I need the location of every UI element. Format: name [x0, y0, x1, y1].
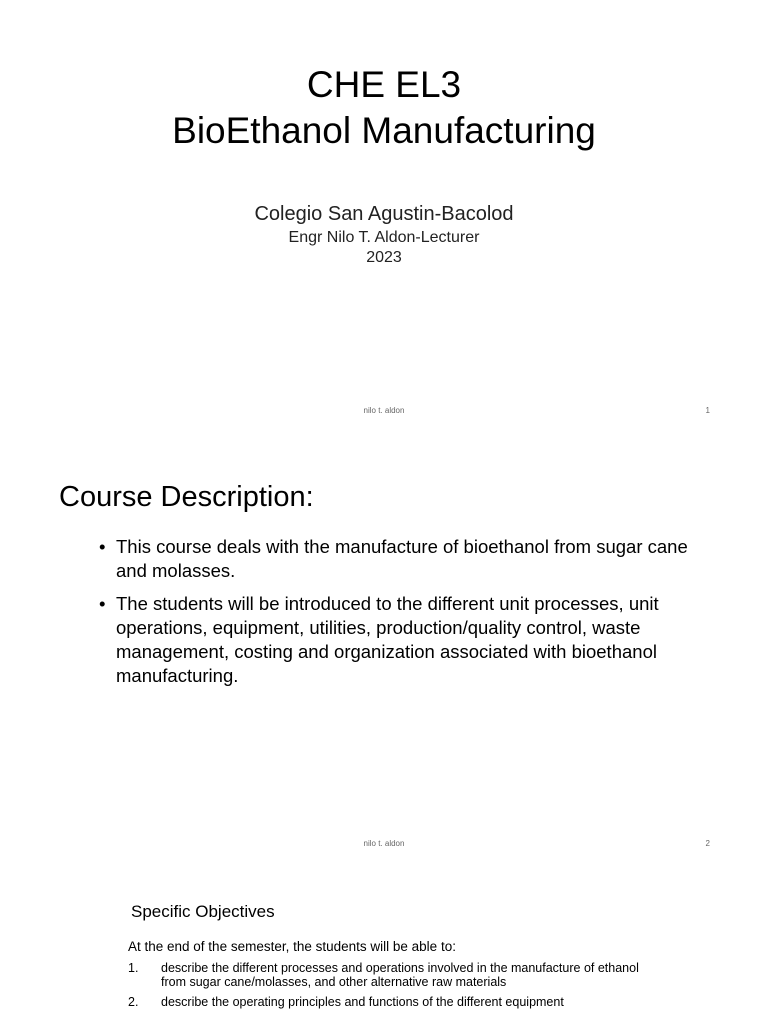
year: 2023 [366, 249, 402, 266]
slide-3 [0, 866, 768, 1024]
slide-title-line-2: BioEthanol Manufacturing [172, 110, 596, 151]
bullet-text: The students will be introduced to the different unit processes, unit operations, equipment, utilities, production/quality control, waste management, costing and organization associated with bioethanol manufacturing. [116, 592, 659, 687]
objective-text: describe the different processes and operations involved in the manufacture of ethanol from sugar cane/molasses, and other alternative raw materials [161, 961, 639, 989]
objectives-intro: At the end of the semester, the students will be able to: [128, 939, 456, 954]
slide-title: Specific Objectives [131, 902, 275, 921]
slide-title-line-1: CHE EL3 [306, 64, 462, 105]
objective-text: describe the operating principles and functions of the different equipment [161, 995, 564, 1009]
bullet-text: This course deals with the manufacture of bioethanol from sugar cane and molasses. [116, 536, 688, 582]
slide-page-number: 2 [705, 839, 710, 848]
bullet-item [99, 592, 699, 689]
slide-2 [0, 433, 768, 866]
slide-footer-author: nilo t. aldon [363, 406, 405, 415]
slide-1 [0, 0, 768, 433]
bullet-marker: • [99, 536, 106, 557]
objectives-list [128, 961, 648, 1015]
slide-title: Course Description: [59, 481, 314, 513]
bullet-list [99, 535, 699, 697]
objective-item [128, 995, 648, 1009]
lecturer-name: Engr Nilo T. Aldon-Lecturer [288, 229, 480, 246]
bullet-item [99, 535, 699, 584]
slide-page-number: 1 [705, 406, 710, 415]
slide-footer-author: nilo t. aldon [363, 839, 405, 848]
institution-name: Colegio San Agustin-Bacolod [254, 203, 514, 225]
objective-item [128, 961, 648, 989]
bullet-marker: • [99, 592, 106, 614]
objective-number: 2. [128, 995, 139, 1009]
objective-number: 1. [128, 961, 139, 975]
